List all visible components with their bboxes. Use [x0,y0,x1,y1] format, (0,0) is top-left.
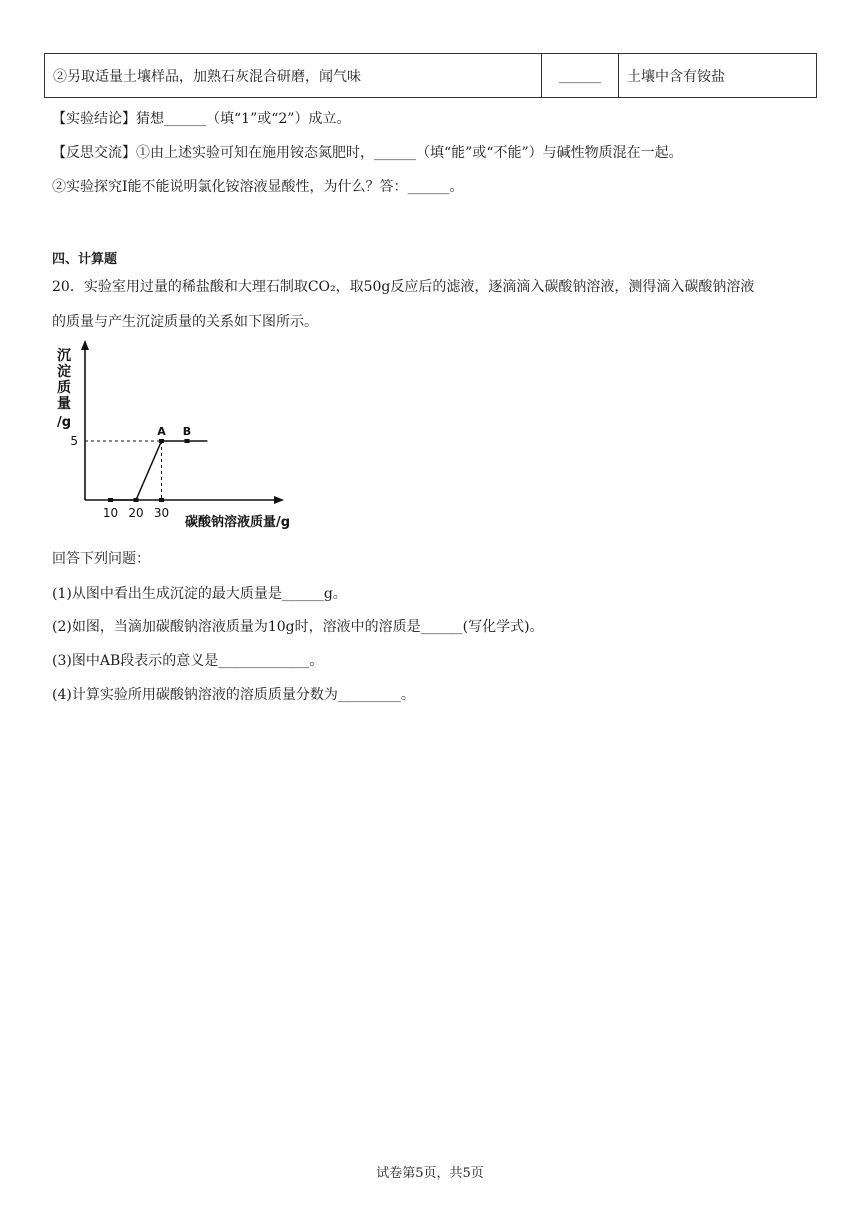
point-label: A [157,425,166,438]
page-footer: 试卷第5页，共5页 [376,1166,484,1181]
precipitate-chart [52,336,322,532]
x-tick-mark [159,498,164,502]
y-axis-label-char: 量 [57,396,71,412]
question-3: (3)图中AB段表示的意义是_____________。 [52,653,324,669]
y-axis-label-char: 沉 [57,348,71,364]
question-1: (1)从图中看出生成沉淀的最大质量是______g。 [52,586,347,602]
phenomenon-blank: ______ [542,54,619,98]
table-row [45,54,817,98]
operation-cell: ②另取适量土壤样品，加熟石灰混合研磨，闻气味 [45,54,542,98]
data-point [159,439,164,443]
conclusion-cell: 土壤中含有铵盐 [619,54,817,98]
y-axis-arrow [81,340,89,350]
section-title: 四、计算题 [52,252,118,267]
x-tick-label: 30 [153,506,170,520]
x-axis-arrow [274,496,284,504]
point-label: B [182,425,192,438]
y-axis-label-char: 质 [57,380,71,396]
y-axis-label-char: 淀 [57,364,71,380]
problem-line-2: 的质量与产生沉淀质量的关系如下图所示。 [52,314,318,330]
data-point [185,439,190,443]
x-tick-mark [134,498,139,502]
x-tick-label: 10 [102,506,119,520]
x-axis-label: 碳酸钠溶液质量/g [185,515,291,530]
series-line [111,441,208,500]
questions-intro: 回答下列问题： [52,551,150,567]
experiment-conclusion: 【实验结论】猜想______（填“1”或“2”）成立。 [52,111,351,127]
y-tick-label: 5 [70,434,78,448]
problem-line-1: 20．实验室用过量的稀盐酸和大理石制取CO₂，取50g反应后的滤液，逐滴滴入碳酸钠溶液，测得滴入碳酸钠溶液 [52,279,755,295]
reflection-line-2: ②实验探究Ⅰ能不能说明氯化铵溶液显酸性，为什么？答：______。 [52,179,464,195]
question-4: (4)计算实验所用碳酸钠溶液的溶质质量分数为_________。 [52,687,415,703]
x-tick-mark [108,498,113,502]
reflection-line-1: 【反思交流】①由上述实验可知在施用铵态氮肥时，______（填“能”或“不能”）与碱性物质混在一起。 [52,145,683,161]
experiment-table [44,53,817,98]
y-axis-label-unit: /g [56,415,72,430]
x-tick-label: 20 [128,506,144,520]
question-2: (2)如图，当滴加碳酸钠溶液质量为10g时，溶液中的溶质是______(写化学式)。 [52,619,544,635]
